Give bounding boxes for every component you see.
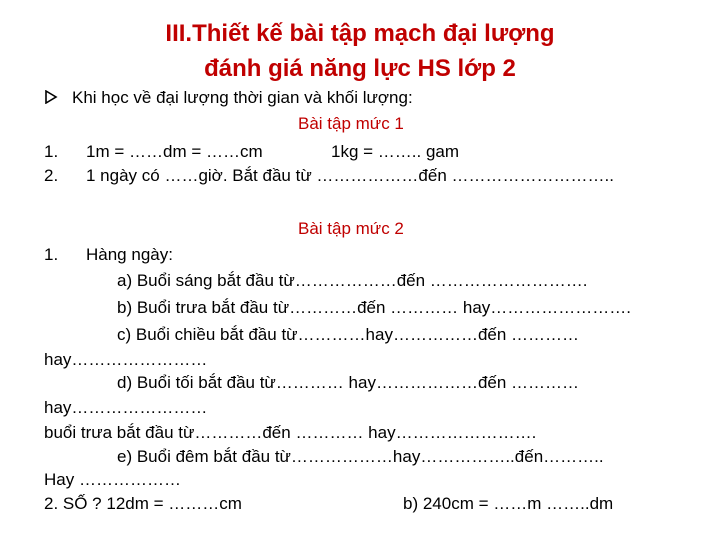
exercise-line-d: d) Buổi tối bắt đầu từ………… hay………………đến ………… (117, 373, 580, 392)
level1-item1-number: 1. (44, 142, 59, 161)
level2-item2-text2: b) 240cm = ……m ……..dm (403, 494, 614, 513)
level1-item2-number: 2. (44, 166, 59, 185)
exercise-line-c: c) Buổi chiều bắt đầu từ…………hay……………đến ………… (117, 325, 580, 344)
level2-item2-text: 2. SỐ ? 12dm = ………cm (44, 494, 242, 513)
exercise-line-a: a) Buổi sáng bắt đầu từ………………đến ………………………. (117, 271, 588, 290)
exercise-line-d-cont: hay…………………… (44, 398, 208, 417)
level1-item2-text: 1 ngày có ……giờ. Bắt đầu từ ………………đến ……………………….. (86, 166, 614, 185)
level2-item1-number: 1. (44, 245, 59, 264)
level1-heading: Bài tập mức 1 (298, 114, 404, 133)
exercise-line-d-cont2: buổi trưa bắt đầu từ…………đến ………… hay……………………. (44, 423, 537, 442)
exercise-line-b: b) Buổi trưa bắt đầu từ…………đến ………… hay……………………. (117, 298, 632, 317)
slide-title-line1: III.Thiết kế bài tập mạch đại lượng (165, 20, 555, 47)
exercise-line-e-cont: Hay ……………… (44, 470, 181, 489)
exercise-line-e: e) Buổi đêm bắt đầu từ………………hay……………..đến……….. (117, 447, 604, 466)
exercise-line-c-cont: hay…………………… (44, 350, 208, 369)
level1-item1-text: 1m = ……dm = ……cm (86, 142, 263, 161)
level2-heading: Bài tập mức 2 (298, 219, 404, 238)
intro-text: Khi học về đại lượng thời gian và khối lượng: (72, 88, 413, 107)
level2-item1-text: Hàng ngày: (86, 245, 173, 264)
level1-item1-text2: 1kg = …….. gam (331, 142, 460, 161)
slide-title-line2: đánh giá năng lực HS lớp 2 (204, 55, 516, 82)
arrow-bullet-icon (44, 90, 58, 109)
